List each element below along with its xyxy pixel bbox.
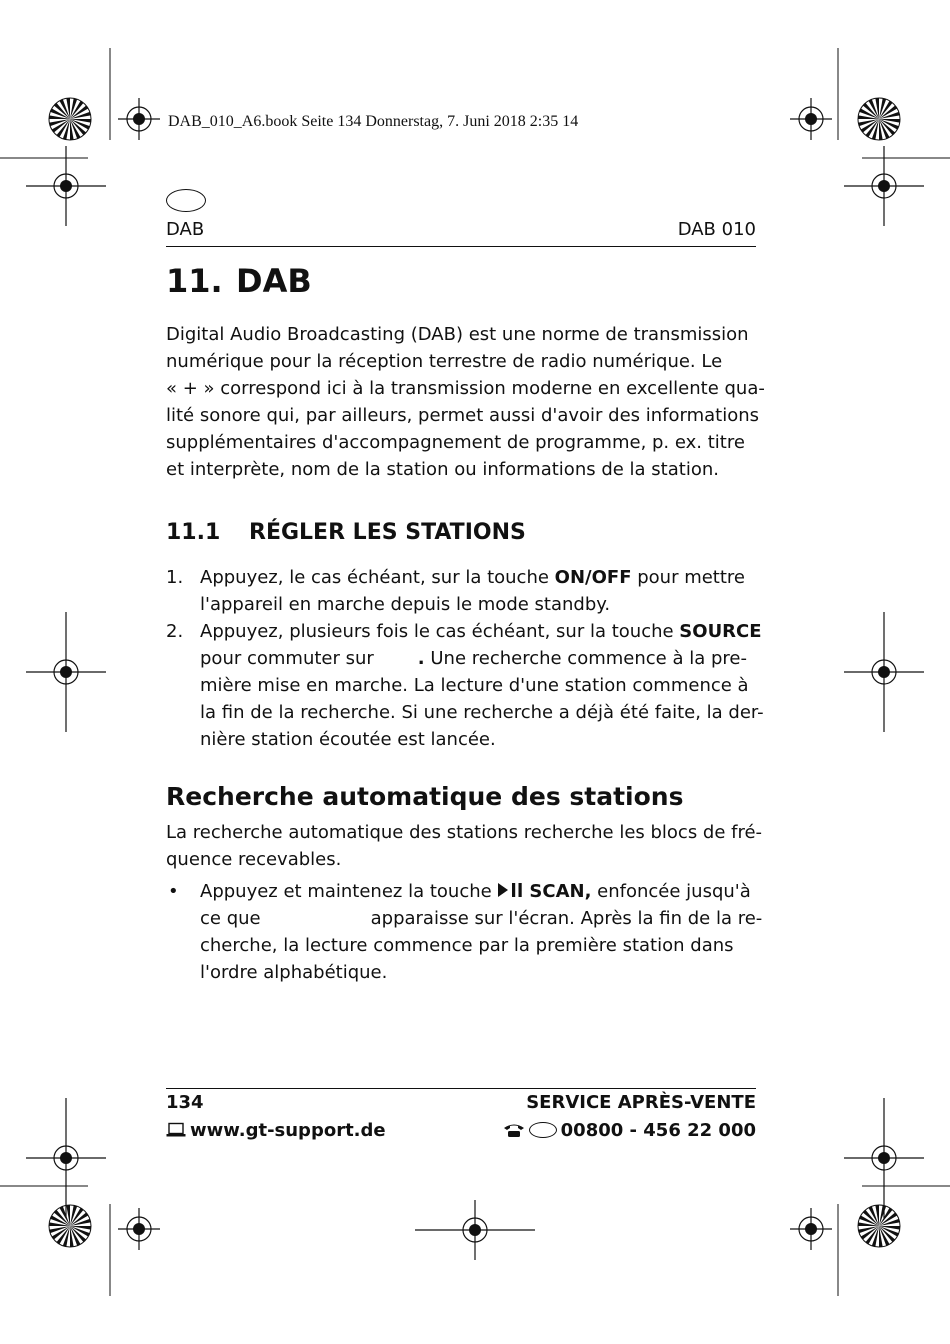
bullet-line: apparaisse sur l'écran. Après la fin de la re- [370,908,763,929]
subheading: Recherche automatique des stations [166,782,684,811]
website-link[interactable]: www.gt-support.de [190,1120,386,1141]
header-rule [166,246,756,247]
registration-mark-icon [790,98,832,140]
service-label: SERVICE APRÈS-VENTE [526,1092,756,1113]
text-line: quence recevables. [166,849,342,870]
language-badge [166,189,206,212]
button-label-on-off: ON/OFF [554,567,632,588]
text-line: supplémentaires d'accompagnement de programme, p. ex. titre [166,432,745,453]
step-text: mière mise en marche. La lecture d'une station commence à [200,675,749,696]
registration-mark-icon [790,1208,832,1250]
step-text: pour mettre [631,567,745,588]
step-text: Appuyez, le cas échéant, sur la touche [200,567,555,588]
registration-mark-icon [844,612,924,732]
chapter-heading [166,262,312,300]
step-text: nière station écoutée est lancée. [200,729,496,750]
laptop-icon [166,1122,186,1138]
footer-website [166,1120,386,1141]
page-number: 134 [166,1092,204,1113]
radial-target-icon [857,97,901,141]
country-badge [529,1122,557,1138]
radial-target-icon [48,97,92,141]
registration-mark-icon [844,1098,924,1218]
telephone-icon [503,1122,525,1138]
header-right: DAB 010 [677,219,756,240]
footer-phone [503,1120,756,1141]
footer-rule [166,1088,756,1089]
bullet-line: Appuyez et maintenez la touche [200,881,498,902]
auto-scan-paragraph [166,819,763,873]
text-line: La recherche automatique des stations recherche les blocs de fré- [166,822,763,843]
step-text: Appuyez, plusieurs fois le cas échéant, sur la touche [200,621,680,642]
step-number: 2. [166,621,184,642]
registration-mark-icon [118,1208,160,1250]
registration-mark-icon [118,98,160,140]
section-title: RÉGLER LES STATIONS [249,520,526,545]
text-line: numérique pour la réception terrestre de radio numérique. Le [166,351,723,372]
text-line: « + » correspond ici à la transmission moderne en excellente qua- [166,378,765,399]
button-label-scan: SCAN, [529,881,592,902]
text-line: lité sonore qui, par ailleurs, permet aussi d'avoir des informations [166,405,760,426]
step-text: la fin de la recherche. Si une recherche a déjà été faite, la der- [200,702,764,723]
bullet-line: enfoncée jusqu'à [591,881,751,902]
section-heading [166,520,526,545]
registration-mark-icon [844,146,924,226]
radial-target-icon [857,1204,901,1248]
registration-mark-icon [26,612,106,732]
text-line: Digital Audio Broadcasting (DAB) est une norme de transmission [166,324,749,345]
book-info: DAB_010_A6.book Seite 134 Donnerstag, 7. Juni 2018 2:35 14 [168,113,579,130]
section-number: 11.1 [166,520,221,545]
header-left: DAB [166,219,205,240]
chapter-title: DAB [236,262,312,300]
step-text: l'appareil en marche depuis le mode standby. [200,594,611,615]
radial-target-icon [48,1204,92,1248]
bullet-symbol: • [168,881,179,902]
bullet-line: ce que [200,908,261,929]
button-label-source: SOURCE [679,621,762,642]
step-number: 1. [166,567,184,588]
bullet-line: l'ordre alphabétique. [200,962,388,983]
bullet-line: cherche, la lecture commence par la première station dans [200,935,734,956]
registration-mark-icon [26,146,106,226]
step-1-text [200,564,745,618]
step-2-text [200,618,764,753]
chapter-number: 11. [166,262,223,300]
step-text: pour commuter sur [200,648,374,669]
step-text: . [417,648,425,669]
step-text: Une recherche commence à la pre- [424,648,747,669]
phone-number: 00800 - 456 22 000 [560,1120,756,1141]
registration-mark-icon [415,1200,535,1260]
text-line: et interprète, nom de la station ou informations de la station. [166,459,719,480]
registration-mark-icon [26,1098,106,1218]
bullet-text [200,878,762,986]
intro-paragraph [166,321,765,483]
play-pause-icon [497,882,525,898]
